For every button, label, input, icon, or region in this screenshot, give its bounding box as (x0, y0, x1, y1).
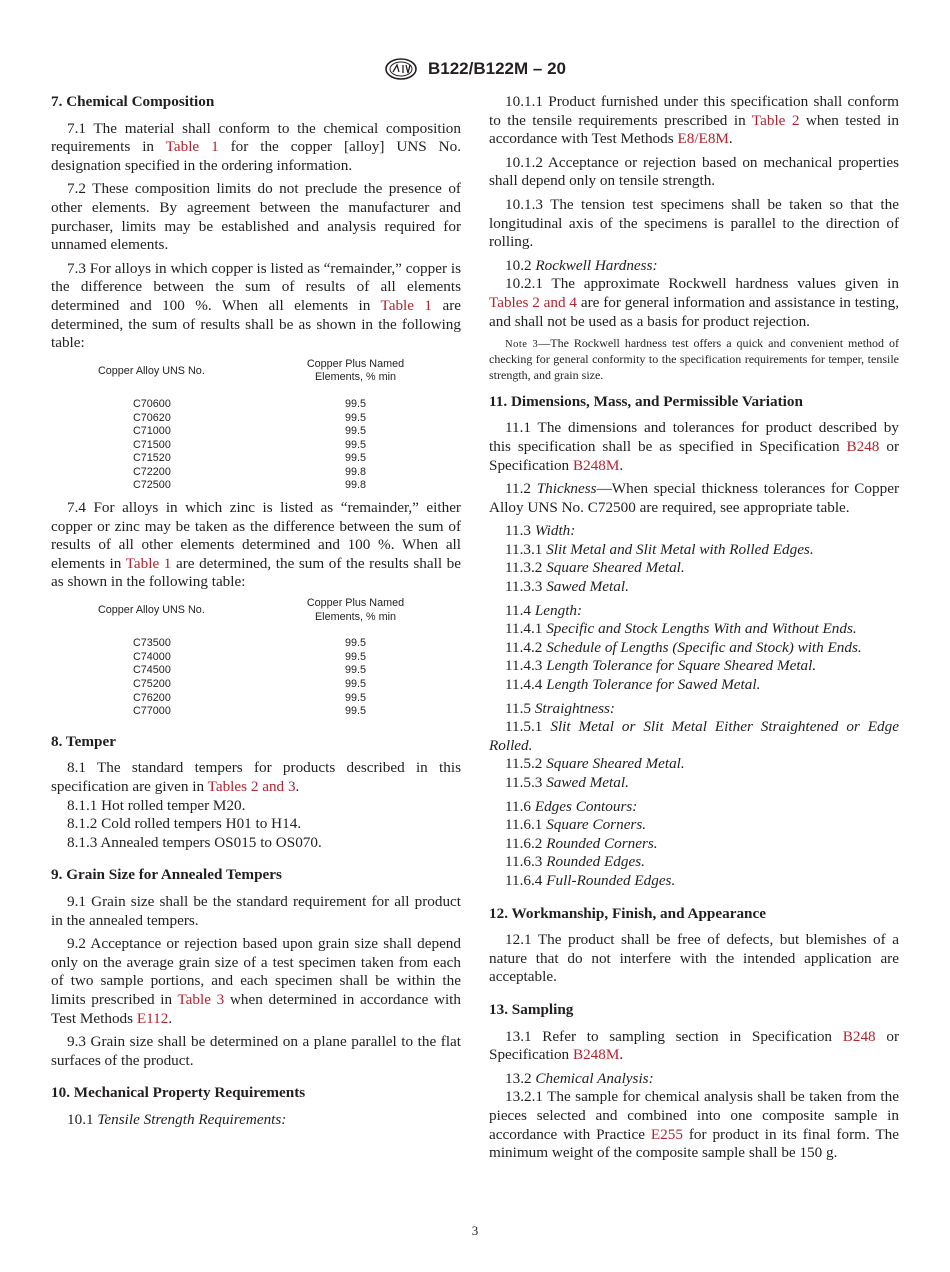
para-13-1: 13.1 Refer to sampling section in Specification B248 or Specification B248M. (489, 1027, 899, 1064)
b248-link[interactable]: B248 (846, 437, 880, 455)
section-8-heading: 8. Temper (51, 732, 116, 750)
para-10-1-3: 10.1.3 The tension test specimens shall be taken so that the longitudinal axis of the specimens is parallel to the direction of rolling. (489, 195, 899, 251)
page-header (0, 57, 950, 81)
table-row: C70620 99.5 (133, 411, 366, 424)
list-item: 11.3 Width: (505, 522, 576, 540)
table-header-copper-plus: Copper Plus Named Elements, % min (306, 597, 405, 623)
list-item: 11.4.2 Schedule of Lengths (Specific and Stock) with Ends. (505, 638, 862, 656)
section-10-heading: 10. Mechanical Property Requirements (51, 1084, 306, 1102)
document-designation: B122/B122M – 20 (428, 59, 566, 78)
list-item: 11.6.3 Rounded Edges. (505, 853, 645, 871)
section-7-heading: 7. Chemical Composition (51, 93, 215, 110)
b248m-link[interactable]: B248M (572, 456, 620, 474)
left-column (51, 93, 461, 1129)
table-row: C77000 99.5 (133, 705, 366, 718)
page-number: 3 (471, 1223, 479, 1238)
table-row: C75200 99.5 (133, 678, 366, 690)
table-row: C71500 99.5 (133, 438, 366, 451)
para-9-3: 9.3 Grain size shall be determined on a plane parallel to the flat surfaces of the product. (51, 1033, 461, 1069)
para-8-1-3: 8.1.3 Annealed tempers OS015 to OS070. (67, 833, 322, 851)
note-3: Note 3—The Rockwell hardness test offers a quick and convenient method of checking for general conformity to the specification requirements for temper, tensile strength, and grain size. (489, 336, 899, 382)
section-13-heading: 13. Sampling (489, 1000, 574, 1018)
e255-link[interactable]: E255 (650, 1125, 683, 1143)
right-column (489, 93, 899, 1168)
para-8-1: 8.1 The standard tempers for products described in this specification are given in Tables 2 and 3. (51, 759, 461, 795)
list-item: 11.5.1 Slit Metal or Slit Metal Either Straightened or Edge Rolled. (489, 718, 899, 754)
astm-logo-icon (384, 57, 418, 81)
b248-link[interactable]: B248 (842, 1027, 876, 1045)
table-header-alloy: Copper Alloy UNS No. (98, 364, 205, 377)
table-3-link[interactable]: Table 3 (177, 990, 225, 1008)
para-12-1: 12.1 The product shall be free of defects, but blemishes of a nature that do not interfere with the intended application are acceptable. (489, 931, 899, 986)
tables-2-and-4-link[interactable]: Tables 2 and 4 (489, 293, 578, 311)
para-7-1: 7.1 The material shall conform to the chemical composition requirements in Table 1 for the copper [alloy] UNS No. designation specified in the ordering information. (51, 119, 461, 174)
para-13-2-1: 13.2.1 The sample for chemical analysis shall be taken from the pieces selected and combined into one composite sample in accordance with Practice E255 for product in its final form. The minimum weight of the composite sample shall be 150 g. (489, 1088, 899, 1162)
list-item: 11.5 Straightness: (505, 699, 615, 717)
list-item: 11.6.1 Square Corners. (505, 816, 647, 834)
e112-link[interactable]: E112 (136, 1009, 169, 1027)
section-11-heading: 11. Dimensions, Mass, and Permissible Variation (489, 392, 803, 410)
list-item: 11.6.4 Full-Rounded Edges. (505, 871, 676, 889)
table-row: C71520 99.5 (133, 452, 366, 465)
list-item: 11.6.2 Rounded Corners. (505, 834, 658, 852)
list-item: 11.3.2 Square Sheared Metal. (505, 559, 685, 577)
para-11-2: 11.2 Thickness—When special thickness tolerances for Copper Alloy UNS No. C72500 are required, see appropriate table. (489, 480, 900, 516)
para-7-3: 7.3 For alloys in which copper is listed as “remainder,” copper is the difference between the sum of results of all elements determined and 100 %. When all elements in Table 1 are determined, the sum of results shall be as shown in the following table: (51, 259, 461, 352)
para-7-4: 7.4 For alloys in which zinc is listed as “remainder,” either copper or zinc may be taken as the difference between the sum of results of all other elements determined and 100 %. When all elements in Table 1 are determined, the sum of the results shall be as shown in the following table: (51, 499, 461, 591)
list-item: 11.4.3 Length Tolerance for Square Sheared Metal. (505, 657, 817, 675)
para-10-1: 10.1 Tensile Strength Requirements: (67, 1110, 287, 1128)
section-11-items (489, 522, 899, 890)
table-row: C70600 99.5 (133, 397, 366, 410)
para-10-1-2: 10.1.2 Acceptance or rejection based on mechanical properties shall depend only on tensile strength. (489, 153, 899, 190)
para-9-1: 9.1 Grain size shall be the standard requirement for all product in the annealed tempers. (51, 892, 461, 929)
list-item: 11.4.1 Specific and Stock Lengths With and Without Ends. (505, 620, 857, 638)
table-row: C74000 99.5 (133, 650, 366, 663)
para-7-2: 7.2 These composition limits do not preclude the presence of other elements. By agreement between the manufacturer and purchaser, limits may be established and analysis required for unnamed elements. (51, 180, 461, 254)
list-item: 11.6 Edges Contours: (505, 797, 638, 815)
table-header-alloy: Copper Alloy UNS No. (98, 604, 205, 617)
list-item: 11.3.3 Sawed Metal. (505, 578, 629, 596)
table-row: C74500 99.5 (133, 664, 366, 677)
table-row: C72500 99.8 (133, 479, 366, 492)
section-9-heading: 9. Grain Size for Annealed Tempers (51, 866, 282, 884)
list-item: 11.5.2 Square Sheared Metal. (505, 755, 685, 773)
table-row: C73500 99.5 (133, 637, 366, 650)
table-row: C72200 99.8 (133, 465, 366, 478)
tables-2-and-3-link[interactable]: Tables 2 and 3 (207, 777, 296, 795)
table-row: C71000 99.5 (133, 425, 366, 438)
table-1-link[interactable]: Table 1 (380, 296, 433, 314)
list-item: 11.4.4 Length Tolerance for Sawed Metal. (505, 676, 761, 694)
b248m-link[interactable]: B248M (572, 1046, 620, 1064)
zinc-remainder-table (51, 597, 461, 719)
table-row: C76200 99.5 (133, 691, 366, 704)
e8-e8m-link[interactable]: E8/E8M (677, 130, 729, 148)
table-2-link[interactable]: Table 2 (751, 111, 800, 129)
list-item: 11.5.3 Sawed Metal. (505, 774, 629, 792)
section-12-heading: 12. Workmanship, Finish, and Appearance (489, 904, 766, 922)
para-10-1-1: 10.1.1 Product furnished under this specification shall conform to the tensile requirements prescribed in Table 2 when tested in accordance with Test Methods E8/E8M. (489, 93, 900, 148)
para-8-1-2: 8.1.2 Cold rolled tempers H01 to H14. (67, 815, 302, 833)
para-8-1-1: 8.1.1 Hot rolled temper M20. (67, 796, 246, 814)
table-1-link[interactable]: Table 1 (125, 554, 172, 572)
table-header-copper-plus: Copper Plus Named Elements, % min (306, 357, 405, 384)
copper-remainder-table (51, 358, 461, 493)
para-13-2: 13.2 Chemical Analysis: (505, 1069, 654, 1087)
para-9-2: 9.2 Acceptance or rejection based upon grain size shall depend only on the average grain size of a test specimen taken from each of two sample portions, and each specimen shall be within the limits prescribed in Table 3 when determined in accordance with Test Methods E112. (51, 935, 461, 1027)
para-10-2: 10.2 Rockwell Hardness: (505, 256, 658, 274)
table-1-link[interactable]: Table 1 (165, 138, 219, 156)
list-item: 11.3.1 Slit Metal and Slit Metal with Rolled Edges. (505, 540, 814, 558)
list-item: 11.4 Length: (505, 601, 583, 619)
para-10-2-1: 10.2.1 The approximate Rockwell hardness values given in Tables 2 and 4 are for general information and assistance in testing, and shall not be used as a basis for product rejection. (489, 275, 899, 330)
para-11-1: 11.1 The dimensions and tolerances for product described by this specification shall be as specified in Specification B248 or Specification B248M. (489, 419, 899, 474)
